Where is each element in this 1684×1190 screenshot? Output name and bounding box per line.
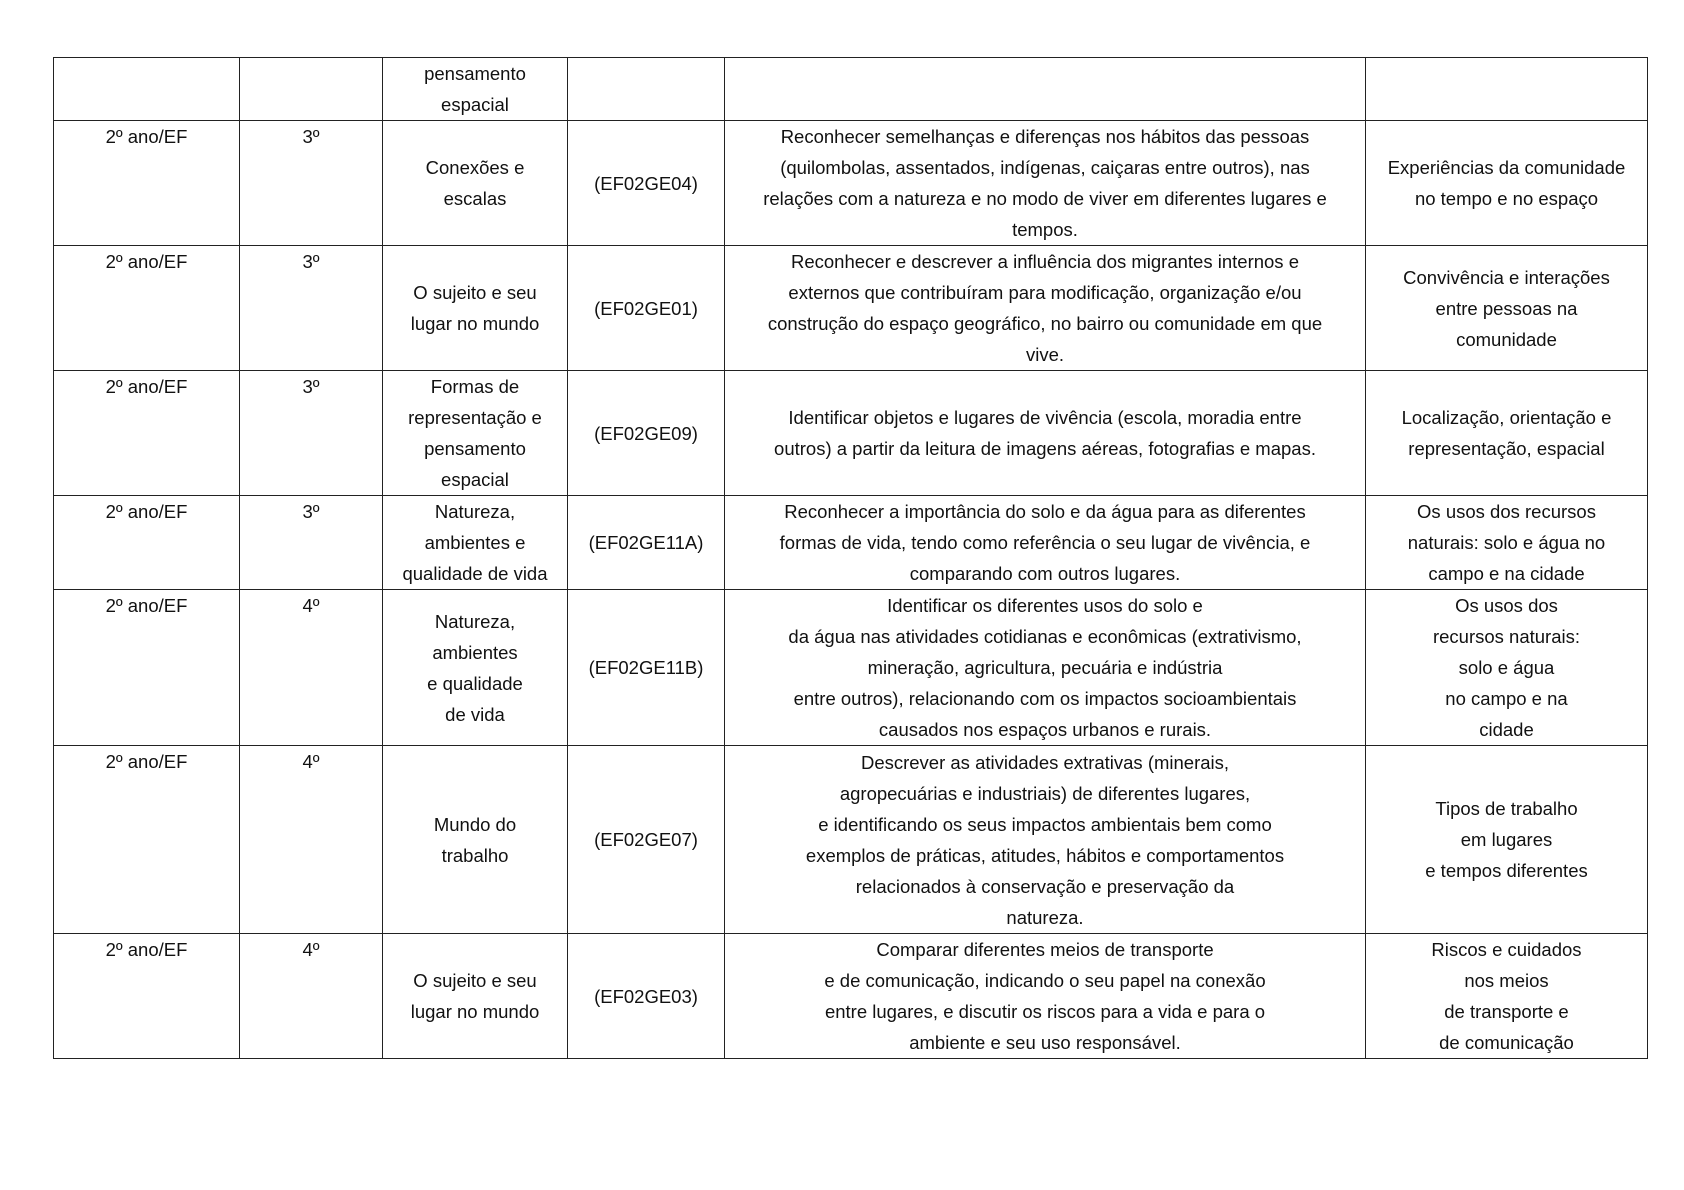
- bimester-cell: 3º: [240, 496, 383, 590]
- year-cell: [54, 58, 240, 121]
- year-cell: 2º ano/EF: [54, 934, 240, 1059]
- table-row: [54, 58, 1648, 121]
- thematic-unit-cell: Mundo do trabalho: [383, 746, 568, 934]
- skill-description-cell: [725, 58, 1366, 121]
- table-row: [54, 246, 1648, 371]
- thematic-unit-cell: Natureza, ambientes e qualidade de vida: [383, 590, 568, 746]
- knowledge-object-cell: Tipos de trabalho em lugares e tempos diferentes: [1366, 746, 1648, 934]
- bimester-cell: 4º: [240, 934, 383, 1059]
- table-row: [54, 371, 1648, 496]
- skill-code-cell: (EF02GE11A): [568, 496, 725, 590]
- year-cell: 2º ano/EF: [54, 371, 240, 496]
- thematic-unit-cell: Natureza, ambientes e qualidade de vida: [383, 496, 568, 590]
- skill-description-cell: Reconhecer semelhanças e diferenças nos hábitos das pessoas (quilombolas, assentados, indígenas, caiçaras entre outros), nas relações com a natureza e no modo de viver em diferentes lugares e tempos.: [725, 121, 1366, 246]
- skill-code-cell: (EF02GE04): [568, 121, 725, 246]
- knowledge-object-cell: Localização, orientação e representação, espacial: [1366, 371, 1648, 496]
- bimester-cell: 3º: [240, 121, 383, 246]
- skill-description-cell: Reconhecer e descrever a influência dos migrantes internos e externos que contribuíram para modificação, organização e/ou construção do espaço geográfico, no bairro ou comunidade em que vive.: [725, 246, 1366, 371]
- knowledge-object-cell: Experiências da comunidade no tempo e no espaço: [1366, 121, 1648, 246]
- knowledge-object-cell: Os usos dos recursos naturais: solo e água no campo e na cidade: [1366, 590, 1648, 746]
- skill-code-cell: (EF02GE03): [568, 934, 725, 1059]
- thematic-unit-cell: O sujeito e seu lugar no mundo: [383, 246, 568, 371]
- year-cell: 2º ano/EF: [54, 746, 240, 934]
- year-cell: 2º ano/EF: [54, 590, 240, 746]
- skill-description-cell: Comparar diferentes meios de transporte e de comunicação, indicando o seu papel na conexão entre lugares, e discutir os riscos para a vida e para o ambiente e seu uso responsável.: [725, 934, 1366, 1059]
- knowledge-object-cell: [1366, 58, 1648, 121]
- knowledge-object-cell: Riscos e cuidados nos meios de transporte e de comunicação: [1366, 934, 1648, 1059]
- skill-description-cell: Reconhecer a importância do solo e da água para as diferentes formas de vida, tendo como referência o seu lugar de vivência, e comparando com outros lugares.: [725, 496, 1366, 590]
- curriculum-table: [53, 57, 1648, 1059]
- skill-code-cell: (EF02GE11B): [568, 590, 725, 746]
- knowledge-object-cell: Os usos dos recursos naturais: solo e água no campo e na cidade: [1366, 496, 1648, 590]
- bimester-cell: 4º: [240, 746, 383, 934]
- table-row: [54, 590, 1648, 746]
- skill-description-cell: Identificar os diferentes usos do solo e da água nas atividades cotidianas e econômicas (extrativismo, mineração, agricultura, pecuária e indústria entre outros), relacionando com os impactos socioambientais causados nos espaços urbanos e rurais.: [725, 590, 1366, 746]
- thematic-unit-cell: pensamento espacial: [383, 58, 568, 121]
- table-row: [54, 496, 1648, 590]
- skill-code-cell: [568, 58, 725, 121]
- thematic-unit-cell: Conexões e escalas: [383, 121, 568, 246]
- thematic-unit-cell: Formas de representação e pensamento espacial: [383, 371, 568, 496]
- skill-code-cell: (EF02GE09): [568, 371, 725, 496]
- skill-code-cell: (EF02GE07): [568, 746, 725, 934]
- table-row: [54, 746, 1648, 934]
- knowledge-object-cell: Convivência e interações entre pessoas na comunidade: [1366, 246, 1648, 371]
- year-cell: 2º ano/EF: [54, 246, 240, 371]
- table-row: [54, 121, 1648, 246]
- table-row: [54, 934, 1648, 1059]
- year-cell: 2º ano/EF: [54, 496, 240, 590]
- skill-description-cell: Descrever as atividades extrativas (minerais, agropecuárias e industriais) de diferentes lugares, e identificando os seus impactos ambientais bem como exemplos de práticas, atitudes, hábitos e comportamentos relacionados à conservação e preservação da natureza.: [725, 746, 1366, 934]
- bimester-cell: 3º: [240, 246, 383, 371]
- skill-description-cell: Identificar objetos e lugares de vivência (escola, moradia entre outros) a partir da leitura de imagens aéreas, fotografias e mapas.: [725, 371, 1366, 496]
- bimester-cell: 4º: [240, 590, 383, 746]
- bimester-cell: [240, 58, 383, 121]
- year-cell: 2º ano/EF: [54, 121, 240, 246]
- bimester-cell: 3º: [240, 371, 383, 496]
- thematic-unit-cell: O sujeito e seu lugar no mundo: [383, 934, 568, 1059]
- skill-code-cell: (EF02GE01): [568, 246, 725, 371]
